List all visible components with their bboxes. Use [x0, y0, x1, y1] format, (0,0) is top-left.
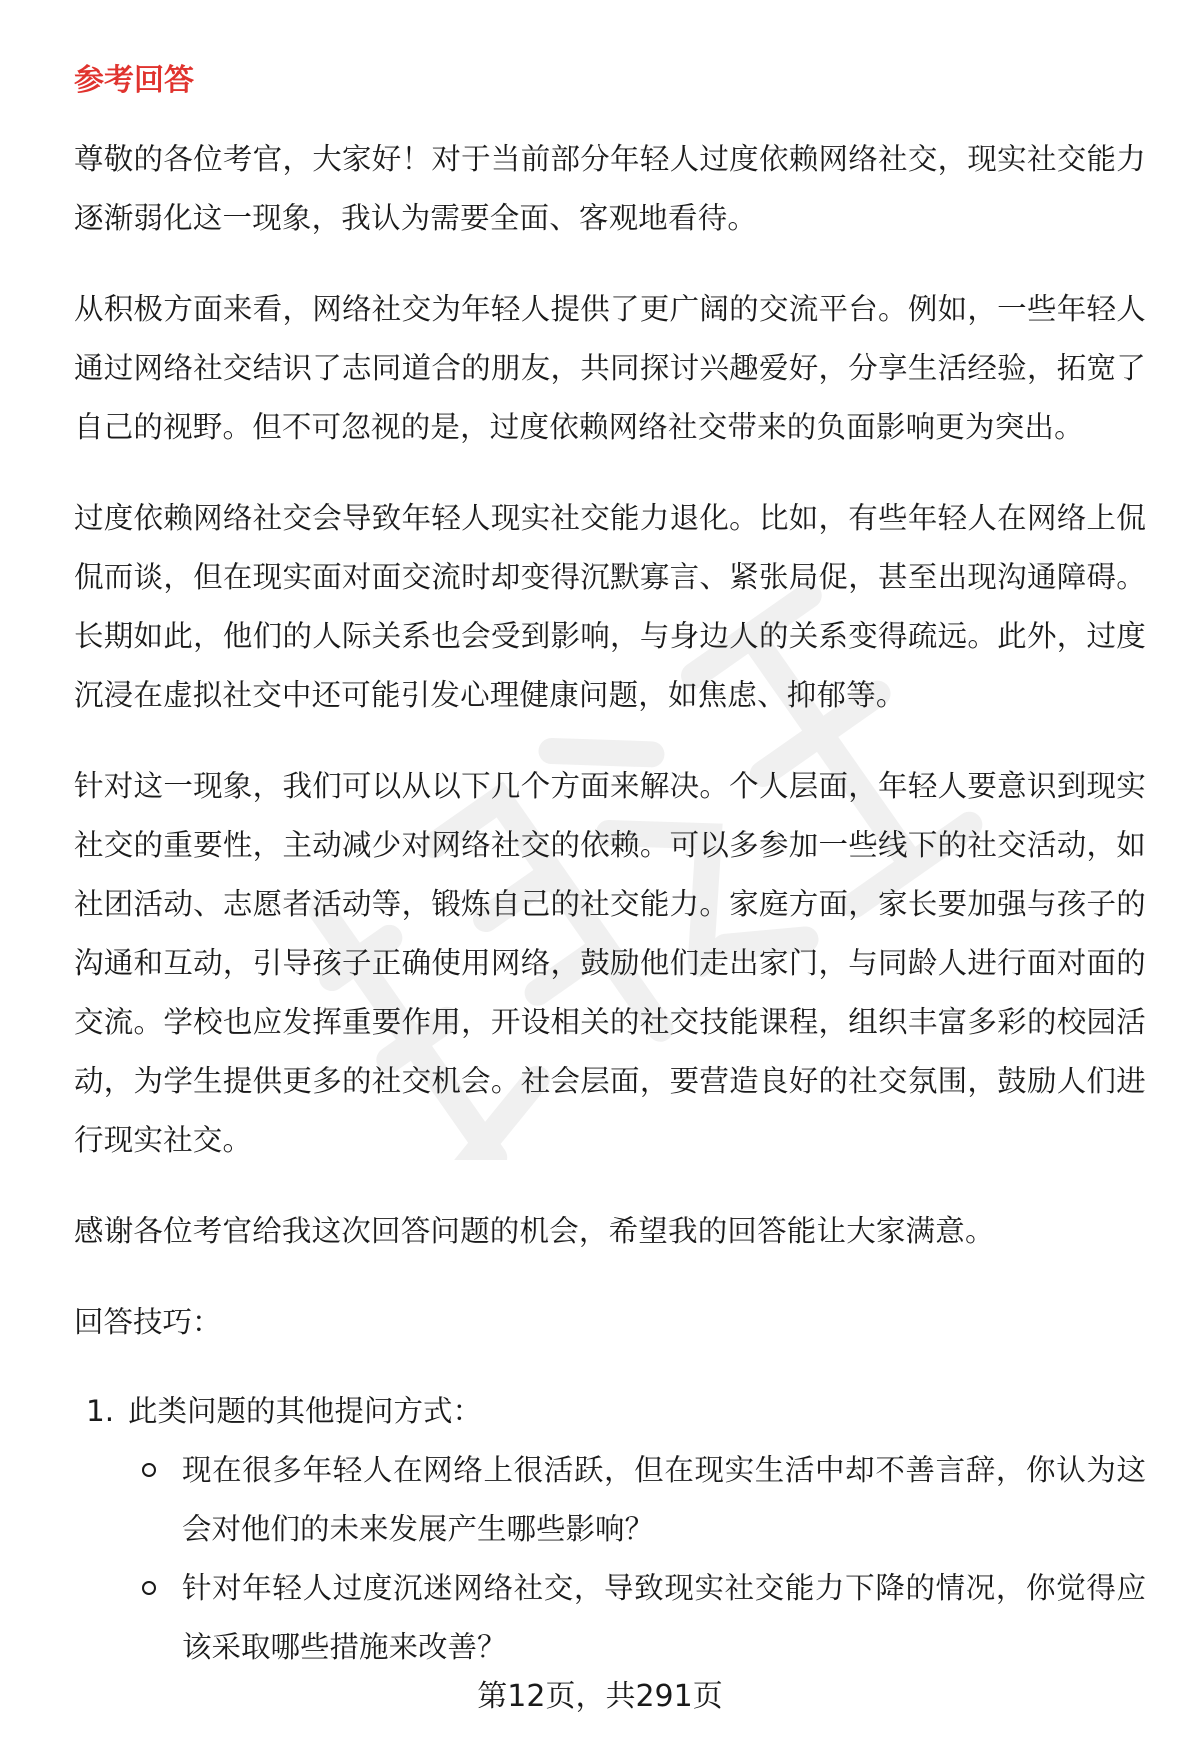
hollow-bullet-icon — [142, 1581, 156, 1595]
list-number: 1. — [86, 1394, 115, 1428]
sub-question-item — [128, 1559, 1146, 1677]
tips-list-item — [74, 1382, 1146, 1677]
tips-list — [74, 1382, 1146, 1677]
sub-question-text: 现在很多年轻人在网络上很活跃，但在现实生活中却不善言辞，你认为这会对他们的未来发展产生哪些影响？ — [182, 1453, 1146, 1546]
hollow-bullet-icon — [142, 1463, 156, 1477]
paragraph-solutions: 针对这一现象，我们可以从以下几个方面来解决。个人层面，年轻人要意识到现实社交的重要性，主动减少对网络社交的依赖。可以多参加一些线下的社交活动，如社团活动、志愿者活动等，锻炼自己的社交能力。家庭方面，家长要加强与孩子的沟通和互动，引导孩子正确使用网络，鼓励他们走出家门，与同龄人进行面对面的交流。学校也应发挥重要作用，开设相关的社交技能课程，组织丰富多彩的校园活动，为学生提供更多的社交机会。社会层面，要营造良好的社交氛围，鼓励人们进行现实社交。 — [74, 769, 1146, 1157]
section-heading: 参考回答 — [74, 63, 194, 98]
sub-question-text: 针对年轻人过度沉迷网络社交，导致现实社交能力下降的情况，你觉得应该采取哪些措施来改善？ — [182, 1571, 1146, 1664]
page-footer: 第12页，共291页 — [477, 1679, 723, 1714]
tips-label: 回答技巧： — [74, 1305, 222, 1339]
main-content — [74, 58, 1146, 1677]
paragraph-positive: 从积极方面来看，网络社交为年轻人提供了更广阔的交流平台。例如，一些年轻人通过网络社交结识了志同道合的朋友，共同探讨兴趣爱好，分享生活经验，拓宽了自己的视野。但不可忽视的是，过度依赖网络社交带来的负面影响更为突出。 — [74, 292, 1146, 444]
paragraph-negative: 过度依赖网络社交会导致年轻人现实社交能力退化。比如，有些年轻人在网络上侃侃而谈，但在现实面对面交流时却变得沉默寡言、紧张局促，甚至出现沟通障碍。长期如此，他们的人际关系也会受到影响，与身边人的关系变得疏远。此外，过度沉浸在虚拟社交中还可能引发心理健康问题，如焦虑、抑郁等。 — [74, 501, 1146, 712]
paragraph-opening: 尊敬的各位考官，大家好！对于当前部分年轻人过度依赖网络社交，现实社交能力逐渐弱化这一现象，我认为需要全面、客观地看待。 — [74, 142, 1146, 235]
sub-question-item — [128, 1441, 1146, 1559]
sub-question-list — [128, 1441, 1146, 1677]
paragraph-closing: 感谢各位考官给我这次回答问题的机会，希望我的回答能让大家满意。 — [74, 1214, 995, 1248]
list-item-title: 此类问题的其他提问方式： — [128, 1394, 483, 1428]
